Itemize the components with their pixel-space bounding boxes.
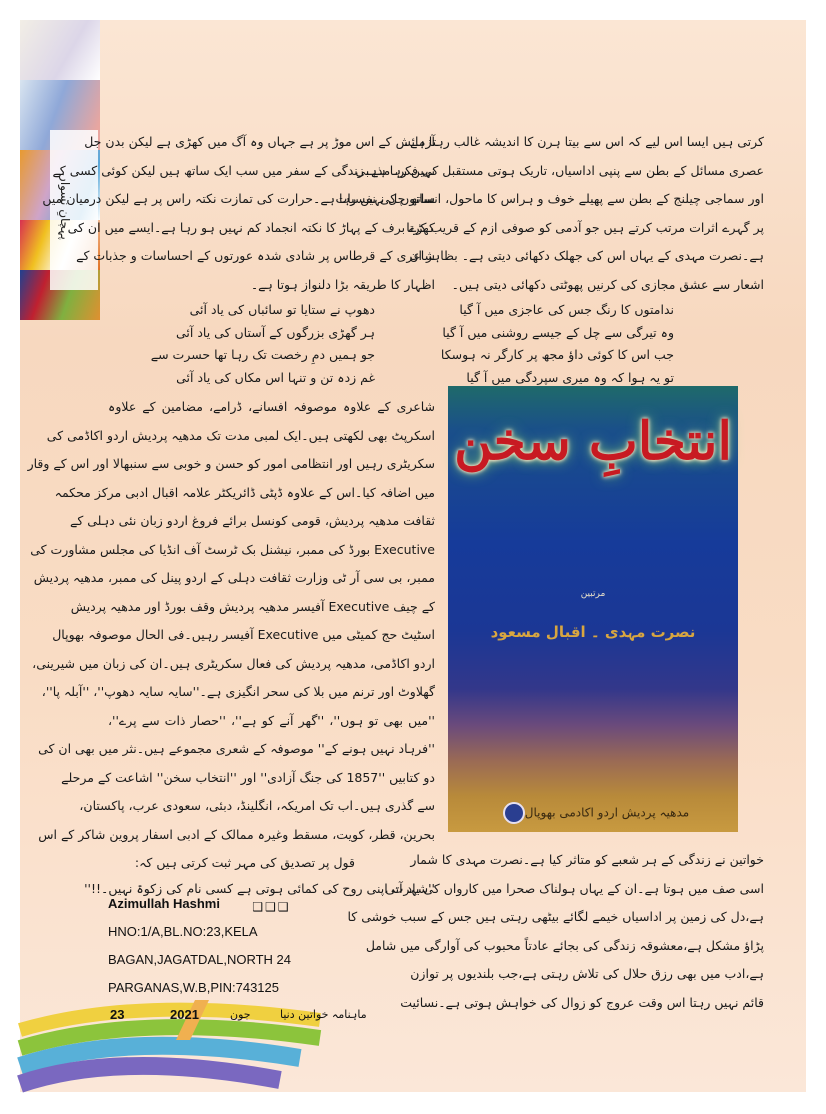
- text-line: اور سماجی چیلنج کے بطن سے پھیلے خوف و ہراس کا ماحول، انسانوں کی نفسیات: [335, 191, 764, 206]
- text-line: اظہار کا طریقہ بڑا دلنواز ہوتا ہے۔: [250, 276, 435, 292]
- text-line: اسکرپٹ بھی لکھتی ہیں۔ایک لمبی مدت تک مدھیہ پردیش اردو اکاڈمی کی: [46, 427, 435, 443]
- poem-line: وہ تیرگی سے چل کے جیسے روشنی میں آ گیا: [442, 324, 674, 340]
- book-authors: نصرت مہدی ۔ اقبال مسعود: [490, 623, 696, 641]
- text-line: ''فرہاد نہیں ہونے کے'' موصوفہ کے شعری مجموعے ہیں۔نثر میں بھی ان کی: [38, 741, 435, 756]
- text-line: گھلاوٹ اور ترنم میں بلا کی سحر انگیزی ہے۔''سایہ سایہ دھوپ''، ''آبلہ پا''،: [41, 684, 435, 699]
- text-line: اسی صف میں ہوتا ہے۔ان کے یہاں ہولناک صحرا میں کارواں کی یاد آتی: [385, 880, 764, 896]
- text-line: ''میں بھی تو ہوں''، ''گھر آنے کو ہے''، ''حصار ذات سے پرے''،: [108, 712, 435, 728]
- text-line: ممبر، بی سی آر ٹی وزارت ثقافت دہلی کے اردو پینل کی ممبر، مدھیہ پردیش: [33, 570, 435, 585]
- publisher-name: مدھیہ پردیش اردو اکادمی بھوپال: [524, 805, 690, 820]
- text-line: اشعار سے عشق مجازی کی کرنیں پھوٹتی دکھائی دیتی ہیں۔: [451, 276, 764, 292]
- text-line: ہے،ادب میں بھی رزق حلال کی تلاش رہتی ہے،جب بلندیوں پر توازن: [410, 966, 764, 981]
- footer-month: جون: [230, 1008, 251, 1021]
- text-line: ہے۔نصرت مہدی کے یہاں اس کی جھلک دکھائی دیتی ہے۔ بظاہر ان: [409, 248, 764, 263]
- text-line: کرتی ہیں ایسا اس لیے کہ اس سے بیتا ہرن کا اندیشہ غالب رہتا ہے۔: [402, 134, 764, 149]
- text-line: سے گذری ہیں۔اب تک امریکہ، انگلینڈ، دبئی، سعودی عرب، پاکستان،: [79, 798, 435, 813]
- text-line: بحرین، قطر، کویت، مسقط وغیرہ ممالک کے ادبی اسفار پروین شاکر کے اس: [38, 826, 435, 842]
- section-label: پہچانِ نسواں: [58, 173, 72, 240]
- book-subtitle: مرتبین: [580, 589, 606, 599]
- book-cover-image: [448, 386, 738, 832]
- text-line: نہیں رہا ہے۔زندگی کے سفر میں سب ایک ساتھ ہیں لیکن کوئی کسی کے: [52, 162, 435, 178]
- footer-year: 2021: [170, 1007, 199, 1022]
- text-line: کھڑے برف کے پہاڑ کا نکتہ انجماد کم نہیں ہو رہا ہے۔ایسے میں ان کی: [67, 219, 435, 235]
- book-title: انتخابِ سخن: [454, 411, 732, 472]
- poem-line: جب اس کا کوئی داؤ مجھ پر کارگر نہ ہوسکا: [440, 347, 674, 362]
- text-line: ثقافت مدھیہ پردیش، قومی کونسل برائے فروغ اردو زبان نئی دہلی کے: [70, 513, 435, 528]
- author-address-line: PARGANAS,W.B,PIN:743125: [108, 980, 279, 995]
- text-line: ہے،دل کی زمین پر اداسیاں خیمے لگائے بیٹھی رہتی ہیں جس کے سبب خوشی کا: [347, 909, 764, 924]
- text-line: قول پر تصدیق کی مہر ثبت کرتی ہیں کہ:: [134, 855, 355, 870]
- poem-line: دھوپ نے ستایا تو سائباں کی یاد آئی: [189, 302, 375, 317]
- poem-line: تو یہ ہوا کہ وہ میری سپردگی میں آ گیا: [466, 369, 674, 385]
- author-block: [108, 890, 291, 1002]
- poem: [440, 299, 714, 389]
- text-line: عصری مسائل کے بطن سے پنپی اداسیاں، تاریک ہوتی مستقبل کی فکر، مذہبی: [355, 162, 764, 178]
- text-line: کے چیف Executive آفیسر مدھیہ پردیش وقف بورڈ اور مدھیہ پردیش: [70, 598, 435, 614]
- text-line: خواتین نے زندگی کے ہر شعبے کو متاثر کیا ہے۔نصرت مہدی کا شمار: [410, 852, 764, 867]
- text-line: پڑاؤ مشکل ہے،معشوقہ زندگی کی بجائے عادتاً محبوب کی آوارگی میں شامل: [365, 937, 764, 953]
- text-line: شاعری کے قرطاس پر شادی شدہ عورتوں کے احساسات و جذبات کے: [76, 248, 435, 263]
- text-line: ساتھ چل نہیں رہا ہے۔حرارت کی تمازت نکتہ راس پر ہے لیکن درمیان میں: [42, 191, 435, 206]
- paragraph: [27, 393, 435, 878]
- section-separator: ❑❑❑: [252, 899, 291, 914]
- quote: ''شہرت اپنی روح کی کمائی ہوتی ہے کسی نام کی زکوۃ نہیں۔!!'': [84, 880, 435, 896]
- text-line: میں اضافہ کیا۔اس کے علاوہ ڈپٹی ڈائریکٹر علامہ اقبال ادبی مرکز محکمہ: [54, 484, 435, 500]
- right-column-bottom: [347, 846, 764, 1017]
- author-name: Azimullah Hashmi: [108, 896, 220, 911]
- text-line: شاعری کے علاوہ موصوفہ افسانے، ڈرامے، مضامین کے علاوہ: [108, 399, 435, 414]
- author-address-line: BAGAN,JAGATDAL,NORTH 24: [108, 952, 292, 967]
- text-line: دو کتابیں ''1857 کی جنگ آزادی'' اور ''انتخاب سخن'' اشاعت کے مرحلے: [61, 769, 435, 785]
- text-line: سکریٹری رہیں اور انتظامی امور کو حسن و خوبی سے سنبھالا اور اس کے وقار: [27, 456, 435, 471]
- poem-line: غم زدہ تن و تنہا اس مکاں کی یاد آئی: [176, 369, 375, 385]
- poem-line: جو ہمیں دمِ رخصت تک رہا تھا حسرت سے: [150, 347, 375, 362]
- poem: [150, 299, 375, 389]
- poem-line: ہر گھڑی بزرگوں کے آستاں کی یاد آئی: [175, 324, 375, 340]
- text-line: اردو اکاڈمی، مدھیہ پردیش کی فعال سکریٹری ہیں۔ان کی زبان میں شیرینی،: [32, 655, 435, 671]
- author-address-line: HNO:1/A,BL.NO:23,KELA: [108, 924, 258, 939]
- magazine-name: ماہنامہ خواتین دنیا: [280, 1008, 367, 1021]
- page-number: 23: [110, 1007, 125, 1022]
- text-line: Executive بورڈ کی ممبر، نیشنل بک ٹرسٹ آف انڈیا کی مجلس مشاورت کی: [30, 541, 435, 557]
- poem-line: ندامتوں کا رنگ جس کی عاجزی میں آ گیا: [459, 302, 674, 317]
- text-line: پر گہرے اثرات مرتب کرتے ہیں جو آدمی کو صوفی ازم کے قریب کرتا: [406, 219, 764, 235]
- text-line: آزمائش کے اس موڑ پر ہے جہاں وہ آگ میں کھڑی ہے لیکن بدن جل: [84, 134, 435, 149]
- text-line: اسٹیٹ حج کمیٹی میں Executive آفیسر رہیں۔فی الحال موصوفہ بھوپال: [52, 627, 435, 642]
- text-line: قائم نہیں رہتا اس وقت عروج کو زوال کی خواہش ہوتی ہے۔نسائیت: [400, 994, 764, 1010]
- publisher-logo-icon: [503, 802, 525, 824]
- book-publisher: [448, 802, 738, 824]
- swirl-purple: [20, 1066, 280, 1084]
- paragraph: [347, 846, 764, 1017]
